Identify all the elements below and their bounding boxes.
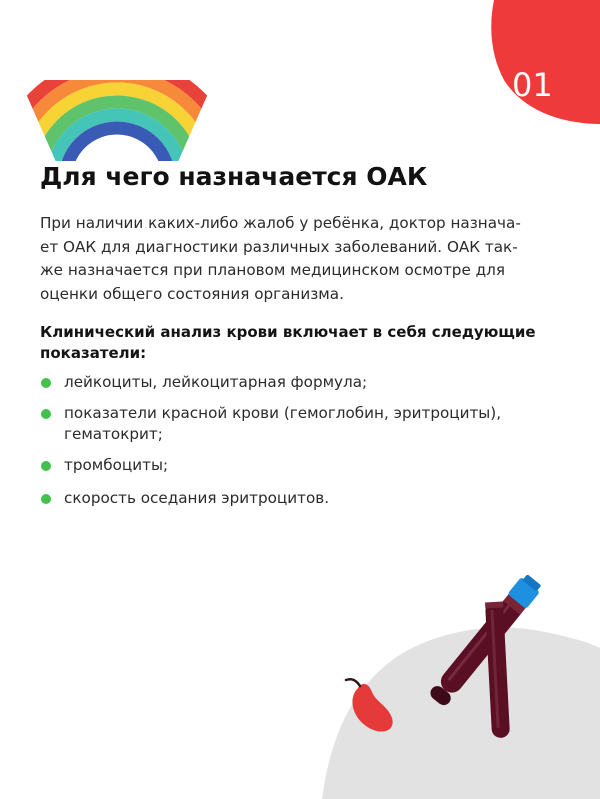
list-heading: Клинический анализ крови включает в себя следующие показатели: — [40, 323, 536, 362]
bullet-dot-icon — [41, 461, 51, 471]
page-title: Для чего назначается ОАК — [40, 162, 428, 191]
intro-paragraph — [40, 212, 570, 306]
badge-number: 01 — [512, 66, 553, 104]
bullet-dot-icon — [41, 494, 51, 504]
list-item — [40, 488, 580, 509]
rainbow-icon — [0, 0, 240, 180]
bottom-illustration — [0, 540, 600, 799]
list-item-text: тромбоциты; — [64, 456, 169, 474]
intro-line: ет ОАК для диагностики различных заболеваний. ОАК так- — [40, 237, 518, 256]
list-item — [40, 455, 580, 476]
intro-line: При наличии каких-либо жалоб у ребёнка, доктор назнача- — [40, 214, 521, 232]
indicator-list — [40, 372, 580, 509]
list-item-text: показатели красной крови (гемоглобин, эритроциты), — [64, 404, 502, 422]
list-item-text: гематокрит; — [64, 425, 163, 443]
list-item — [40, 372, 580, 393]
list-item — [40, 403, 580, 445]
list-item-text: скорость оседания эритроцитов. — [64, 489, 330, 507]
intro-line: оценки общего состояния организма. — [40, 284, 344, 303]
list-item-text: лейкоциты, лейкоцитарная формула; — [64, 373, 368, 391]
intro-line: же назначается при плановом медицинском осмотре для — [40, 261, 505, 279]
bullet-dot-icon — [41, 409, 51, 419]
bullet-dot-icon — [41, 378, 51, 388]
number-badge — [484, 0, 600, 125]
